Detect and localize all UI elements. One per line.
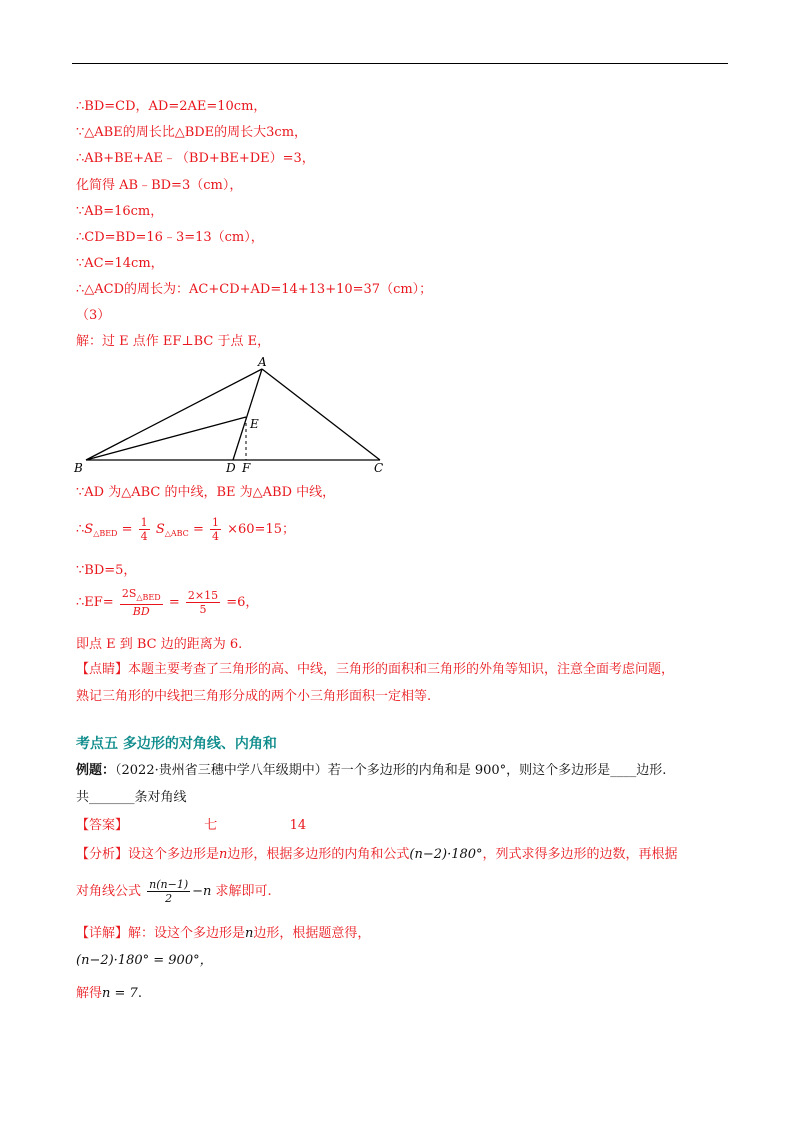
solution-line-11: ∵AD 为△ABC 的中线，BE 为△ABD 中线， <box>76 485 336 500</box>
solution-line-2: ∵△ABE的周长比△BDE的周长大3cm， <box>76 125 308 140</box>
part-3-label: （3） <box>76 308 111 323</box>
remark-line-1: 【点睛】本题主要考查了三角形的高、中线，三角形的面积和三角形的外角等知识，注意全面考虑问题， <box>76 662 675 677</box>
label-f: F <box>242 461 251 475</box>
label-a: A <box>258 355 267 369</box>
area-equation: $\therefore S_{\triangle BED}$ = $\frac{1}{4}$ $S_{\triangle ABC}$ = $\frac{1}{4}$ ×60=15； <box>76 516 295 543</box>
detail-equation: (n−2)·180° = 900°， <box>76 953 213 968</box>
fraction-one-quarter: $\frac{1}{4}$ <box>140 516 148 543</box>
detail-line-1: 【详解】解：设这个多边形是n边形，根据题意得， <box>76 926 371 941</box>
analysis-line-2: 对角线公式 $\frac{n(n-1)}{2}$ −n 求解即可. <box>76 878 272 905</box>
label-b: B <box>74 461 83 475</box>
answer-line: 【答案】 七 14 <box>76 818 307 833</box>
solution-line-15: 即点 E 到 BC 边的距离为 6. <box>76 637 243 652</box>
solution-line-3: ∴AB+BE+AE﹣（BD+BE+DE）=3， <box>76 151 315 166</box>
remark-line-2: 熟记三角形的中线把三角形分成的两个小三角形面积一定相等. <box>76 689 432 704</box>
solution-line-6: ∴CD=BD=16﹣3=13（cm）， <box>76 230 264 245</box>
distance-equation: ∴EF= $\frac{2S_{\triangle BED}}{BD}$ = $\frac{2\times 15}{5}$ =6， <box>76 587 259 618</box>
label-d: D <box>226 461 236 475</box>
fraction-2s-over-bd: $\frac{2S_{\triangle BED}}{BD}$ <box>121 587 161 618</box>
solution-line-1: ∴BD=CD，AD=2AE=10cm， <box>76 99 267 114</box>
fraction-2x15-over-5: $\frac{2\times 15}{5}$ <box>187 589 219 616</box>
solution-line-8: ∴△ACD的周长为：AC+CD+AD=14+13+10=37（cm）； <box>76 282 433 297</box>
solution-line-4: 化简得 AB﹣BD=3（cm）， <box>76 178 243 193</box>
analysis-line-1: 【分析】设这个多边形是n边形，根据多边形的内角和公式(n−2)·180°，列式求得多边形的边数，再根据 <box>76 847 678 862</box>
solution-line-13: ∵BD=5， <box>76 563 137 578</box>
label-e: E <box>250 417 259 431</box>
fraction-one-quarter-2: $\frac{1}{4}$ <box>211 516 219 543</box>
example-line-2: 共_______条对角线 <box>76 790 187 805</box>
header-rule <box>72 63 728 64</box>
triangle-figure <box>76 354 396 478</box>
segment-ad <box>233 369 262 460</box>
solution-line-5: ∵AB=16cm， <box>76 204 164 219</box>
section-title: 考点五 多边形的对角线、内角和 <box>76 736 277 752</box>
segment-be <box>86 417 246 460</box>
segment-ac <box>262 369 380 460</box>
diagonal-formula-fraction: $\frac{n(n-1)}{2}$ <box>149 878 189 905</box>
detail-result: 解得n = 7. <box>76 986 142 1001</box>
label-c: C <box>374 461 384 475</box>
solution-line-10: 解：过 E 点作 EF⊥BC 于点 E， <box>76 334 271 349</box>
example-line-1: 例题：（2022·贵州省三穗中学八年级期中）若一个多边形的内角和是 900°，则这个多边形是____边形. <box>76 763 667 778</box>
segment-ab <box>86 369 262 460</box>
solution-line-7: ∵AC=14cm， <box>76 256 164 271</box>
